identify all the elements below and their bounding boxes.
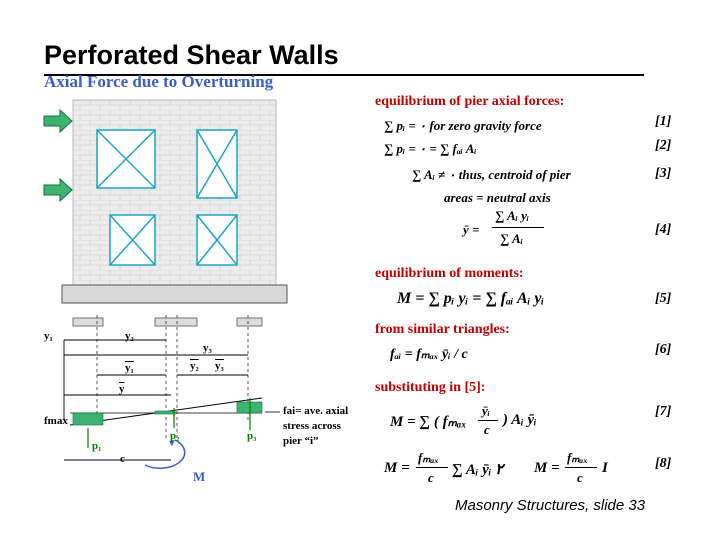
- equation-4-numerator: ∑ Aᵢ yᵢ: [495, 208, 530, 223]
- heading-substituting: substituting in [5]:: [375, 380, 486, 395]
- fai-note-2: stress across: [283, 420, 341, 432]
- equation-3-continued: areas = neutral axis: [444, 190, 551, 205]
- label-c: c: [120, 453, 125, 465]
- equation-8b-denominator: c: [577, 470, 583, 485]
- window-top-left: [97, 130, 155, 188]
- equation-tag-5: [5]: [655, 291, 672, 306]
- heading-similar-triangles: from similar triangles:: [375, 322, 510, 337]
- label-p2: p₂: [170, 430, 180, 442]
- equation-7-numerator: ȳᵢ: [482, 403, 490, 418]
- equation-4-denominator: ∑ Aᵢ: [500, 231, 523, 246]
- floor-slab: [62, 285, 287, 303]
- window-top-right: [197, 130, 237, 198]
- pier-section-1: [73, 318, 103, 326]
- equation-2: ∑ pᵢ = ٠ = ∑ fₐᵢ Aᵢ: [384, 141, 477, 156]
- equation-4-lhs: ȳ =: [463, 222, 480, 237]
- equation-tag-4: [4]: [655, 222, 672, 237]
- pier-centerlines: [97, 315, 248, 440]
- stress-block-2: [155, 411, 175, 414]
- fai-note-3: pier “i”: [283, 435, 319, 447]
- moment-arc: [145, 440, 185, 468]
- pier-section-3: [237, 318, 262, 326]
- slide-footer: Masonry Structures, slide 33: [455, 497, 646, 514]
- equation-7-fraction-bar: [478, 420, 498, 421]
- pier-force-arrows: [88, 398, 250, 448]
- equation-tag-2: [2]: [655, 138, 672, 153]
- heading-moment-equilibrium: equilibrium of moments:: [375, 266, 524, 281]
- label-y3-bar: y₃: [215, 360, 224, 372]
- equation-tag-3: [3]: [655, 166, 672, 181]
- equation-tag-6: [6]: [655, 342, 672, 357]
- load-arrow-bottom: [44, 179, 72, 201]
- label-y-bar: $\overline{y}$: [119, 383, 125, 395]
- slide-title: Perforated Shear Walls: [44, 40, 339, 70]
- equation-5: M = ∑ pᵢ yᵢ = ∑ fₐᵢ Aᵢ yᵢ: [397, 290, 545, 307]
- stress-block-1: [73, 413, 103, 425]
- window-bottom-right: [197, 215, 237, 265]
- label-y1-bar: y₁: [125, 362, 134, 374]
- label-moment: M: [193, 469, 206, 484]
- slide-subtitle: Axial Force due to Overturning: [44, 72, 274, 91]
- heading-pier-equilibrium: equilibrium of pier axial forces:: [375, 94, 565, 109]
- equation-8b-rhs: I: [602, 460, 608, 476]
- equation-7-rhs: ) Aᵢ ȳᵢ: [503, 412, 537, 428]
- equation-1: ∑ pᵢ = ٠ for zero gravity force: [384, 118, 542, 133]
- wall-body: [73, 100, 276, 285]
- label-p1: p₁: [92, 440, 102, 452]
- label-y2: y₂: [125, 330, 134, 342]
- label-y3: y₃: [203, 342, 212, 354]
- label-y2-bar: y₂: [190, 360, 199, 372]
- equation-8a-denominator: c: [428, 470, 434, 485]
- equation-tag-7: [7]: [655, 404, 672, 419]
- equation-8a-lhs: M =: [384, 460, 410, 476]
- pier-section-2: [155, 318, 197, 326]
- equation-8a-rhs: ∑ Aᵢ ȳᵢ ٢: [452, 462, 504, 478]
- equation-8b-numerator: fₘₐₓ: [567, 450, 588, 465]
- equation-8a-fraction-bar: [416, 467, 448, 468]
- equation-tag-8: [8]: [655, 456, 672, 471]
- window-bottom-left: [110, 215, 155, 265]
- equation-6: fₐᵢ = fₘₐₓ ȳᵢ / c: [390, 347, 468, 362]
- equation-8b-lhs: M =: [534, 460, 560, 476]
- fai-note-1: fai= ave. axial: [283, 405, 349, 417]
- equation-3: ∑ Aᵢ ≠ ٠ thus, centroid of pier: [412, 167, 571, 182]
- label-y1: y₁: [44, 330, 53, 342]
- equation-7-lhs: M = ∑ ( fₘₐₓ: [390, 414, 467, 430]
- equation-tag-1: [1]: [655, 114, 672, 129]
- load-arrow-top: [44, 110, 72, 132]
- equation-4-fraction-bar: [492, 227, 544, 228]
- equation-8a-numerator: fₘₐₓ: [418, 450, 439, 465]
- equation-7-denominator: c: [484, 422, 490, 437]
- label-p3: p₃: [247, 430, 257, 442]
- label-fmax: fmax: [44, 415, 68, 427]
- equation-8b-fraction-bar: [565, 467, 597, 468]
